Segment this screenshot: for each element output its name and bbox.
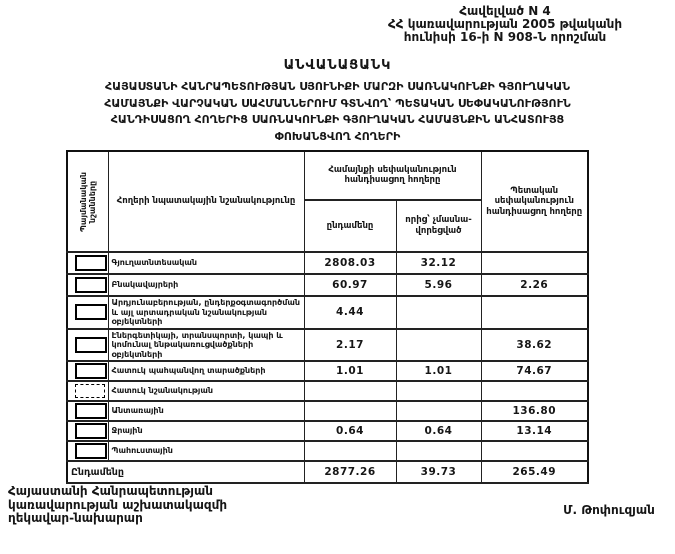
column-header-community-group: Համայնքի սեփականություն հանդիսացող հողերը bbox=[304, 151, 481, 200]
value-total bbox=[304, 401, 396, 421]
legend-box bbox=[75, 255, 107, 271]
value-not-privatized bbox=[396, 296, 481, 329]
table-row-special-purpose bbox=[67, 381, 588, 401]
column-header-purpose: Հողերի նպատակային նշանակությունը bbox=[108, 151, 304, 252]
legend-box bbox=[75, 423, 107, 439]
table-row-reserve bbox=[67, 441, 588, 461]
legend-box-cell bbox=[67, 401, 108, 421]
title-line-4: ՓՈԽԱՆՑՎՈՂ ՀՈՂԵՐԻ bbox=[274, 129, 401, 143]
value-state bbox=[481, 441, 588, 461]
land-transfer-table bbox=[66, 150, 589, 484]
title-line-1: ՀԱՅԱՍՏԱՆԻ ՀԱՆՐԱՊԵՏՈՒԹՅԱՆ ՍՅՈՒՆԻՔԻ ՄԱՐԶԻ ՍԱՌՆԱԿՈՒՆՔԻ ԳՅՈՒՂԱԿԱՆ bbox=[104, 80, 571, 93]
legend-box-cell bbox=[67, 252, 108, 274]
signs-header-line2: նշանները bbox=[87, 180, 97, 223]
legend-box bbox=[75, 337, 107, 353]
value-not-privatized: 5.96 bbox=[396, 274, 481, 296]
table-row-forest bbox=[67, 401, 588, 421]
legend-box bbox=[75, 443, 107, 459]
legend-box-cell bbox=[67, 381, 108, 401]
table-row-protected-areas bbox=[67, 361, 588, 381]
header-row-1 bbox=[67, 151, 588, 200]
value-not-privatized: 32.12 bbox=[396, 252, 481, 274]
land-category-label: Գյուղատնտեսական bbox=[108, 252, 304, 274]
total-value-not-privatized: 39.73 bbox=[396, 461, 481, 483]
value-total: 1.01 bbox=[304, 361, 396, 381]
value-total: 2808.03 bbox=[304, 252, 396, 274]
value-not-privatized: 1.01 bbox=[396, 361, 481, 381]
value-state bbox=[481, 252, 588, 274]
legend-box-cell bbox=[67, 296, 108, 329]
value-total: 4.44 bbox=[304, 296, 396, 329]
not-privatized-line2: վորեցված bbox=[415, 225, 462, 236]
legend-box-cell bbox=[67, 421, 108, 441]
annex-number: Հավելված N 4 bbox=[459, 4, 551, 18]
value-total: 0.64 bbox=[304, 421, 396, 441]
title-line-3: ՀԱՆԴԻՍԱՑՈՂ ՀՈՂԵՐԻՑ ՍԱՌՆԱԿՈՒՆՔԻ ԳՅՈՒՂԱԿԱՆ ՀԱՄԱՅՆՔԻՆ ԱՆՀԱՏՈՒՅՑ bbox=[110, 113, 565, 126]
signature-line-1: Հայաստանի Հանրապետության bbox=[8, 484, 213, 498]
title-heading: ԱՆՎԱՆԱՑԱՆԿ bbox=[283, 58, 392, 73]
column-header-not-privatized bbox=[396, 200, 481, 252]
legend-box bbox=[75, 363, 107, 379]
table-row-agricultural bbox=[67, 252, 588, 274]
value-total: 2.17 bbox=[304, 329, 396, 362]
table-row-water bbox=[67, 421, 588, 441]
value-not-privatized bbox=[396, 329, 481, 362]
value-total bbox=[304, 441, 396, 461]
table-row-settlements bbox=[67, 274, 588, 296]
column-header-total: ընդամենը bbox=[304, 200, 396, 252]
legend-box bbox=[75, 277, 107, 293]
legend-box bbox=[75, 384, 105, 398]
signer-name: Մ. Թոփուզյան bbox=[563, 503, 655, 517]
signs-header-line1: Պայմանական bbox=[78, 171, 88, 232]
land-category-label: Պահուստային bbox=[108, 441, 304, 461]
value-not-privatized bbox=[396, 441, 481, 461]
land-category-label: Ջրային bbox=[108, 421, 304, 441]
value-state: 2.26 bbox=[481, 274, 588, 296]
land-category-label: Բնակավայրերի bbox=[108, 274, 304, 296]
value-state: 38.62 bbox=[481, 329, 588, 362]
annex-gov-line: ՀՀ կառավարության 2005 թվականի bbox=[387, 17, 623, 31]
total-value-total: 2877.26 bbox=[304, 461, 396, 483]
land-category-label: Հատուկ նշանակության bbox=[108, 381, 304, 401]
column-header-state: Պետական սեփականություն հանդիսացող հողերը bbox=[481, 151, 588, 252]
value-state bbox=[481, 296, 588, 329]
land-category-label: Արդյունաբերության, ընդերքօգտագործման և այլ արտադրական նշանակության օբյեկտների bbox=[108, 296, 304, 329]
value-state: 136.80 bbox=[481, 401, 588, 421]
total-value-state: 265.49 bbox=[481, 461, 588, 483]
legend-box-cell bbox=[67, 329, 108, 362]
legend-box-cell bbox=[67, 274, 108, 296]
signature-line-2: կառավարության աշխատակազմի bbox=[8, 497, 228, 512]
document-title bbox=[40, 58, 635, 145]
value-state: 74.67 bbox=[481, 361, 588, 381]
table-row-industrial bbox=[67, 296, 588, 329]
value-state: 13.14 bbox=[481, 421, 588, 441]
total-label: Ընդամենը bbox=[67, 461, 304, 483]
title-line-2: ՀԱՄԱՅՆՔԻ ՎԱՐՉԱԿԱՆ ՍԱՀՄԱՆՆԵՐՈՒՄ ԳՏՆՎՈՂ՝ ՊԵՏԱԿԱՆ ՍԵՓԱԿԱՆՈՒԹՅՈՒՆ bbox=[104, 96, 571, 110]
land-category-label: Անտառային bbox=[108, 401, 304, 421]
legend-box-cell bbox=[67, 361, 108, 381]
table-row-energy-transport bbox=[67, 329, 588, 362]
land-category-label: Էներգետիկայի, տրանսպորտի, կապի և կոմունալ ենթակառուցվածքների օբյեկտների bbox=[108, 329, 304, 362]
legend-box bbox=[75, 403, 107, 419]
not-privatized-line1: որից՝ չմասնա- bbox=[405, 215, 472, 226]
table-total-row bbox=[67, 461, 588, 483]
legend-box bbox=[75, 304, 107, 320]
annex-decision-line: հունիսի 16-ի N 908-Ն որոշման bbox=[403, 30, 607, 44]
value-state bbox=[481, 381, 588, 401]
value-total: 60.97 bbox=[304, 274, 396, 296]
value-total bbox=[304, 381, 396, 401]
value-not-privatized: 0.64 bbox=[396, 421, 481, 441]
signature-title-block bbox=[8, 485, 248, 526]
column-header-signs bbox=[67, 151, 108, 252]
land-category-label: Հատուկ պահպանվող տարածքների bbox=[108, 361, 304, 381]
value-not-privatized bbox=[396, 381, 481, 401]
annex-reference bbox=[345, 5, 665, 44]
legend-box-cell bbox=[67, 441, 108, 461]
signature-line-3: ղեկավար-նախարար bbox=[8, 511, 143, 525]
value-not-privatized bbox=[396, 401, 481, 421]
